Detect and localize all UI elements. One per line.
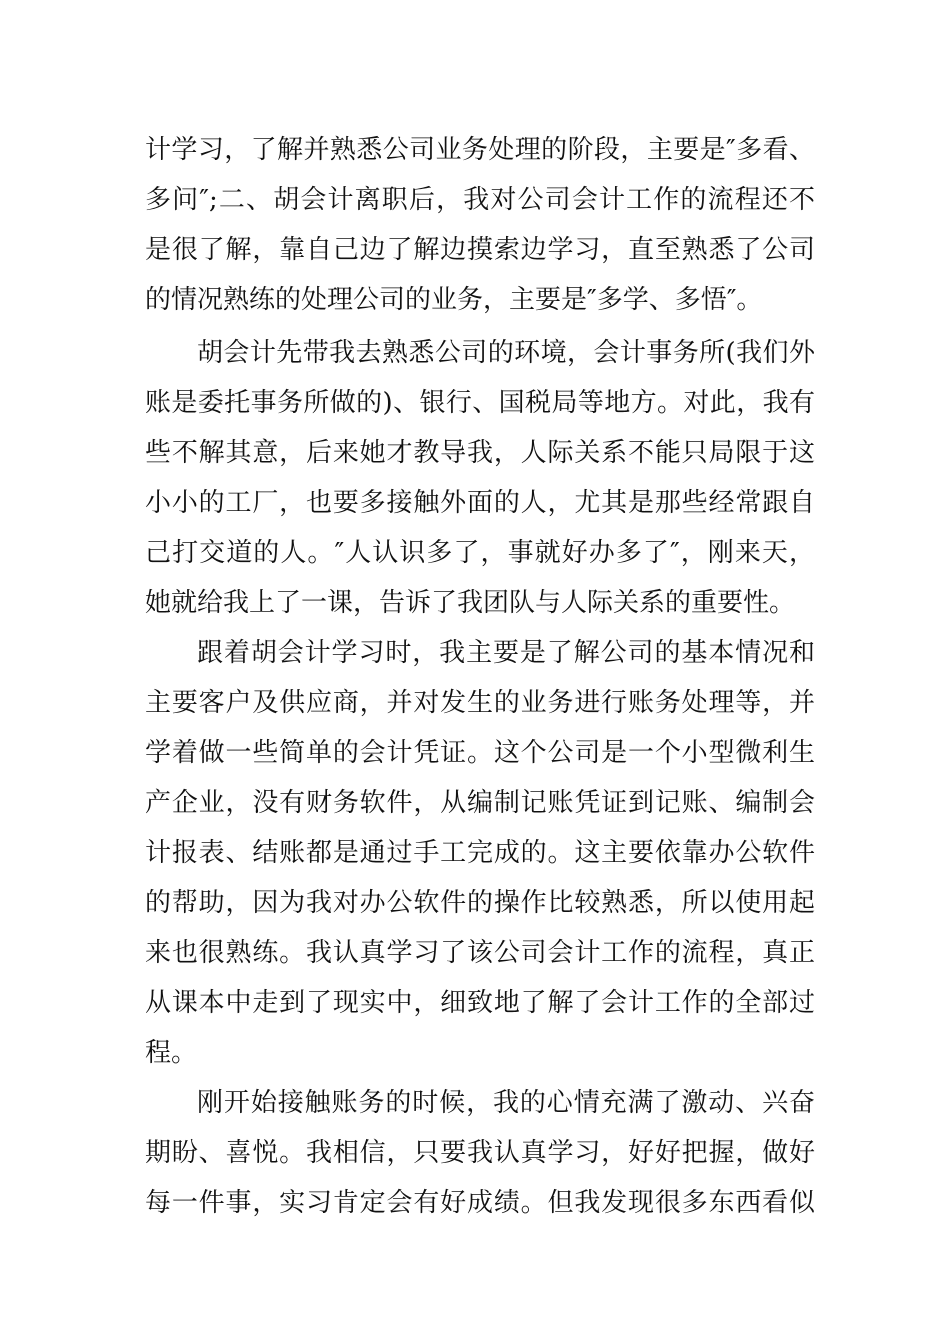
paragraph-2-line-5: 己打交道的人。″人认识多了，事就好办多了″，刚来天， xyxy=(145,538,815,568)
paragraph-1-line-3: 是很了解，靠自己边了解边摸索边学习，直至熟悉了公司 xyxy=(145,235,815,265)
paragraph-3-line-1: 跟着胡会计学习时，我主要是了解公司的基本情况和 xyxy=(197,638,815,668)
paragraph-3-line-7: 来也很熟练。我认真学习了该公司会计工作的流程，真正 xyxy=(145,938,815,968)
paragraph-3-line-9: 程。 xyxy=(145,1038,198,1068)
paragraph-3-line-8: 从课本中走到了现实中，细致地了解了会计工作的全部过 xyxy=(145,988,815,1018)
paragraph-3-line-5: 计报表、结账都是通过手工完成的。这主要依靠办公软件 xyxy=(145,838,815,868)
paragraph-1-line-1: 计学习，了解并熟悉公司业务处理的阶段，主要是″多看、 xyxy=(145,135,815,165)
paragraph-4-line-2: 期盼、喜悦。我相信，只要我认真学习，好好把握，做好 xyxy=(145,1138,815,1168)
paragraph-3-line-3: 学着做一些简单的会计凭证。这个公司是一个小型微利生 xyxy=(145,738,815,768)
paragraph-2-line-4: 小小的工厂，也要多接触外面的人，尤其是那些经常跟自 xyxy=(145,488,815,518)
paragraph-1-line-2: 多问″;二、胡会计离职后，我对公司会计工作的流程还不 xyxy=(145,185,815,215)
paragraph-2-line-2: 账是委托事务所做的)、银行、国税局等地方。对此，我有 xyxy=(145,388,815,418)
paragraph-2-line-3: 些不解其意，后来她才教导我，人际关系不能只局限于这 xyxy=(145,438,815,468)
paragraph-3-line-2: 主要客户及供应商，并对发生的业务进行账务处理等，并 xyxy=(145,688,815,718)
paragraph-3-line-6: 的帮助，因为我对办公软件的操作比较熟悉，所以使用起 xyxy=(145,888,815,918)
paragraph-3-line-4: 产企业，没有财务软件，从编制记账凭证到记账、编制会 xyxy=(145,788,815,818)
paragraph-2-line-1: 胡会计先带我去熟悉公司的环境，会计事务所(我们外 xyxy=(197,338,815,368)
paragraph-4-line-1: 刚开始接触账务的时候，我的心情充满了激动、兴奋 xyxy=(197,1088,815,1118)
paragraph-2-line-6: 她就给我上了一课，告诉了我团队与人际关系的重要性。 xyxy=(145,588,796,618)
paragraph-4-line-3: 每一件事，实习肯定会有好成绩。但我发现很多东西看似 xyxy=(145,1188,815,1218)
paragraph-1-line-4: 的情况熟练的处理公司的业务，主要是″多学、多悟″。 xyxy=(145,285,763,315)
